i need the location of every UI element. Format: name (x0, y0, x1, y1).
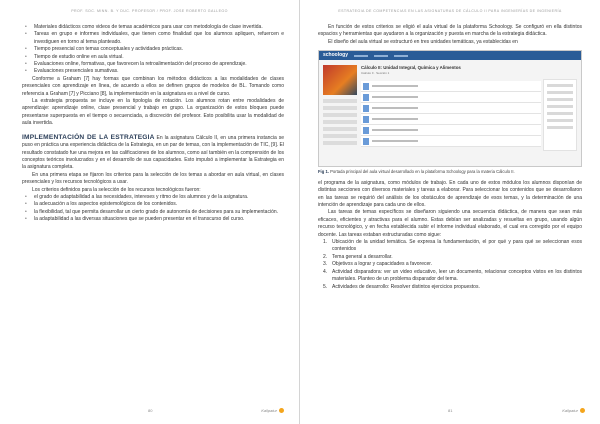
upcoming-panel (543, 79, 577, 151)
list-item: • Evaluaciones presenciales sumativas. (22, 68, 284, 75)
list-item: • Tareas en grupo e informes individuales, que tienen como finalidad que los alumnos apliquen, refuercen e investiguen en torno al tema planteado. (22, 31, 284, 46)
list-item: • el grado de adaptabilidad a las necesidades, intereses y ritmo de los alumnos y de la asignatura. (22, 194, 284, 201)
folder-icon (363, 94, 369, 101)
paragraph: el programa de la asignatura, como módulos de trabajo. En cada uno de estos módulos los alumnos disponían de distintas secciones con diversos materiales y tareas a elaborar. Para seleccionar los contenidos que se desarrollaron en las tareas se requirió del análisis de los obstáculos de aprendizaje de esos temas, y la determinación de una intención de aprendizaje para cada uno de ellos. (318, 179, 582, 209)
numbered-list-task-structure (318, 239, 582, 291)
figure-schoology-screenshot (318, 50, 582, 167)
folder-icon (363, 116, 369, 123)
brand-label: Kallpatur (261, 408, 277, 413)
list-item: 3. Objetivos a lograr y capacidades a favorecer. (323, 261, 433, 268)
section-heading: IMPLEMENTACIÓN DE LA ESTRATEGIA (22, 133, 155, 141)
list-item: 4. Actividad disparadora: ver un video educativo, leer un documento, relacionar conceptos vistos en los distintos materiales. Planteo de un problema disparador del tema. (323, 268, 582, 283)
folder-icon (363, 83, 369, 90)
footer-brand (261, 408, 284, 413)
brand-logo-icon (279, 408, 284, 413)
folder-icon (363, 105, 369, 112)
page-number: 81 (448, 408, 453, 413)
list-item: 1. Ubicación de la unidad temática. Se expresa la fundamentación, el por qué y para qué se seleccionan esos contenidos (323, 239, 582, 253)
figure-caption (318, 169, 582, 175)
list-item: 5. Actividades de desarrollo: Resolver distintos ejercicios propuestos. (323, 283, 480, 290)
list-item: • Tiempo de estudio online en aula virtual. (22, 54, 284, 61)
paragraph: Conforme a Graham [7] hay formas que combinan los métodos didácticos a las modalidades de clases presenciales con aprendizaje en línea, de acuerdo a ellos se definen grupos de modelos de BL. Tomando como referencia a Graham [7] y Picciano [8], la implementación en la asignatura es a nivel de curso. (22, 75, 284, 97)
course-sidebar (323, 99, 357, 148)
list-item: • la adaptabilidad a las diversas situaciones que se pueden presentar en el transcurso del curso. (22, 216, 284, 223)
schoology-topbar (319, 51, 581, 60)
list-item: • Materiales didácticos como videos de temas académicos para usar con metodología de clase invertida. (22, 24, 284, 31)
left-body (22, 24, 284, 224)
brand-label: Kallpatur (562, 408, 578, 413)
caption-label: Fig 1. (318, 169, 329, 175)
list-item: 2. Tema general a desarrollar. (323, 253, 393, 260)
paragraph: Las tareas de temas específicos se diseñaron siguiendo una secuencia didáctica, de manera que sean más eficaces, eficientes y atractivas para el alumno. Estas debían ser analizadas y resueltas en grupo, usando algún recurso tecnológico, y en fecha establecida subir el informe individual elaborado, el cual era corregido por el equipo docente. Las tareas estaban estructuradas como sigue: (318, 209, 582, 238)
course-materials-list (361, 81, 541, 147)
page-footer (0, 408, 299, 416)
footer-brand (562, 408, 585, 413)
brand-logo-icon (580, 408, 585, 413)
paragraph: En función de estos criterios se eligió el aula virtual de la plataforma Schoology. Se configuró en ella distintos espacios y herramientas que ayudaron a la organización y puesta en marcha de la estrategia didáctica. (318, 24, 582, 38)
list-item: • la adecuación a los aspectos epistemológicos de los contenidos. (22, 201, 284, 208)
paragraph: En una primera etapa se fijaron los criterios para la selección de los temas a abordar en aula virtual, en clases presenciales y los recursos tecnológicos a usar. (22, 171, 284, 186)
paragraph: La estrategia propuesta se incluye en la tipología de rotación. Los alumnos rotan entre modalidades de aprendizaje: aprendizaje online, clase presencial y trabajo en grupo. La organización de estos bloques puede presentarse superpuesta en el tiempo o secuenciada, a discreción del profesor. Esto posibilita usar la modalidad de aula invertida. (22, 98, 284, 127)
bullet-list-criteria (22, 194, 284, 224)
course-subtitle: Cálculo II · Sección 1 (361, 71, 390, 76)
folder-icon (363, 138, 369, 145)
folder-icon (363, 127, 369, 134)
paragraph: El diseño del aula virtual se estructuró en tres unidades temáticas, ya establecidas en (328, 38, 518, 45)
right-page (300, 0, 600, 424)
list-item: • Tiempo presencial con temas conceptuales y actividades prácticas. (22, 46, 284, 53)
bullet-list-resources (22, 24, 284, 76)
course-title: Cálculo II: Unidad Integral, Química y Alimentos (361, 65, 461, 71)
running-header: PROF. SOC. MINN. B. Y DUC. PROFESOR / PROF. JOSE ROBERTO GALLEGO (71, 9, 228, 13)
list-item: • Evaluaciones online, formativas, que favorecen la retroalimentación del proceso de aprendizaje. (22, 61, 284, 68)
schoology-logo: schoology (323, 52, 349, 59)
list-item: • la flexibilidad, tal que permita desarrollar un cierto grado de autonomía de decisiones para su implementación. (22, 209, 284, 216)
paragraph: Los criterios definidos para la selección de los recursos tecnológicos fueron: (32, 186, 201, 193)
paragraph-text: En la asignatura Cálculo II, en una primera instancia se puso en práctica una experiencia didáctica de la Estrategia, en un par de temas, con la implementación de TIC, [9]. El resultado constatado fue una mejora en las calificaciones de los alumnos, como así también en la comprensión de los conceptos teóricos involucrados y en el desarrollo de sus capacidades. Esto impulsó a implementar la Estrategia en la asignatura completa. (22, 134, 284, 171)
running-header: ESTRATEGIA DE COMPETENCIAS EN LAS ASIGNATURAS DE CÁLCULO II PARA INGENIERÍAS DE INGENIERÍA (338, 9, 562, 13)
page-footer (300, 408, 600, 416)
page-number: 80 (148, 408, 153, 413)
course-cover-image (323, 65, 357, 95)
caption-text: Portada principal del aula virtual desarrollado en la plataforma Schoology para la materia Cálculo II. (328, 169, 515, 175)
right-body (318, 24, 582, 291)
